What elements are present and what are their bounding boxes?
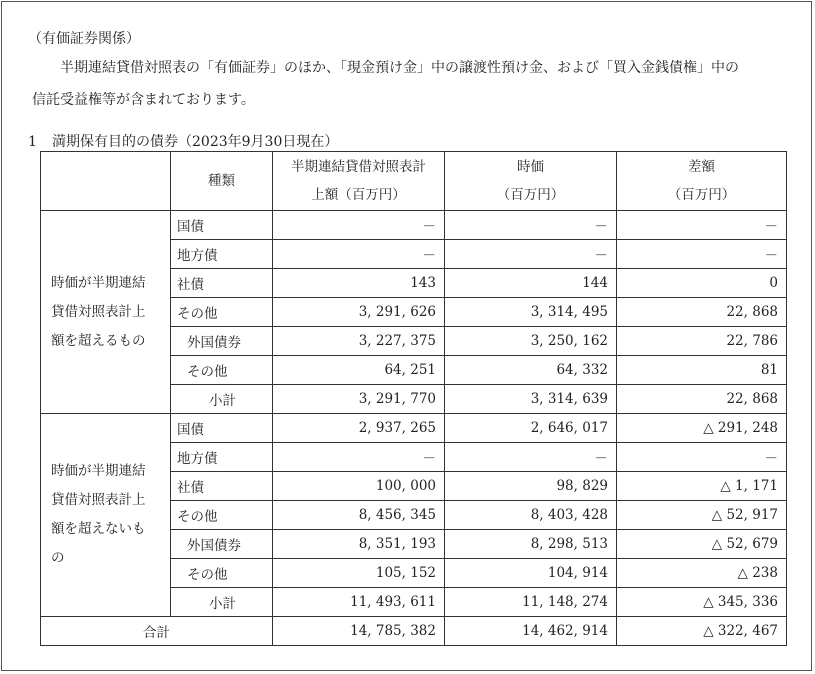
intro-paragraph [32, 52, 804, 116]
header-book-value [273, 152, 445, 211]
group-label-line: 額を超えるもの [51, 332, 146, 349]
market-value-cell: － [445, 240, 617, 269]
book-value-cell: 100, 000 [273, 472, 445, 501]
intro-line-2: 信託受益権等が含まれております。 [32, 92, 255, 108]
kind-cell: 小計 [171, 385, 273, 414]
difference-cell: △ 52, 917 [617, 501, 787, 530]
group-label-cell [41, 414, 171, 617]
book-value-cell: － [273, 211, 445, 240]
book-value-cell: 105, 152 [273, 559, 445, 588]
market-value-cell: 104, 914 [445, 559, 617, 588]
market-value-cell: 98, 829 [445, 472, 617, 501]
difference-cell: △ 238 [617, 559, 787, 588]
difference-cell: － [617, 240, 787, 269]
difference-cell: △ 1, 171 [617, 472, 787, 501]
header-difference-line-2: （百万円） [667, 187, 736, 203]
market-value-cell: 8, 298, 513 [445, 530, 617, 559]
group-label-line: 時価が半期連結 [51, 463, 146, 479]
kind-cell: 国債 [171, 211, 273, 240]
book-value-cell: 143 [273, 269, 445, 298]
kind-cell: 地方債 [171, 240, 273, 269]
table-row [41, 414, 787, 443]
group-label-cell [41, 211, 171, 414]
book-value-cell: － [273, 240, 445, 269]
total-market-value: 14, 462, 914 [445, 617, 617, 646]
difference-cell: △ 52, 679 [617, 530, 787, 559]
market-value-cell: 2, 646, 017 [445, 414, 617, 443]
total-difference: △ 322, 467 [617, 617, 787, 646]
group-label-line: 時価が半期連結 [51, 274, 146, 291]
kind-cell: 外国債券 [171, 327, 273, 356]
difference-cell: △ 291, 248 [617, 414, 787, 443]
market-value-cell: － [445, 443, 617, 472]
market-value-cell: 8, 403, 428 [445, 501, 617, 530]
difference-cell: 81 [617, 356, 787, 385]
kind-cell: その他 [171, 356, 273, 385]
difference-cell: 22, 868 [617, 385, 787, 414]
header-market-value-line-2: （百万円） [496, 187, 565, 203]
header-blank-cell [41, 152, 171, 211]
difference-cell: 22, 786 [617, 327, 787, 356]
book-value-cell: 8, 351, 193 [273, 530, 445, 559]
difference-cell: － [617, 443, 787, 472]
group-label-line: の [51, 550, 65, 566]
difference-cell: － [617, 211, 787, 240]
market-value-cell: 144 [445, 269, 617, 298]
kind-cell: 社債 [171, 269, 273, 298]
market-value-cell: 11, 148, 274 [445, 588, 617, 617]
held-to-maturity-bonds-table [40, 151, 787, 646]
table-header-row [41, 152, 787, 211]
book-value-cell: 3, 227, 375 [273, 327, 445, 356]
kind-cell: その他 [171, 298, 273, 327]
difference-cell: △ 345, 336 [617, 588, 787, 617]
group-label-line: 額を超えないも [51, 521, 146, 537]
difference-cell: 0 [617, 269, 787, 298]
header-book-value-line-1: 半期連結貸借対照表計 [291, 159, 426, 175]
kind-cell: 国債 [171, 414, 273, 443]
kind-cell: その他 [171, 501, 273, 530]
market-value-cell: － [445, 211, 617, 240]
total-book-value: 14, 785, 382 [273, 617, 445, 646]
book-value-cell: － [273, 443, 445, 472]
market-value-cell: 3, 250, 162 [445, 327, 617, 356]
book-value-cell: 3, 291, 770 [273, 385, 445, 414]
header-book-value-line-2: 上額（百万円） [311, 187, 406, 203]
kind-cell: 社債 [171, 472, 273, 501]
table-title-number: 1 [28, 134, 37, 150]
group-label-line: 貸借対照表計上 [51, 492, 146, 508]
header-market-value-line-1: 時価 [517, 159, 544, 175]
kind-cell: その他 [171, 559, 273, 588]
section-heading: （有価証券関係） [28, 31, 140, 47]
book-value-cell: 3, 291, 626 [273, 298, 445, 327]
total-label: 合計 [41, 617, 273, 646]
book-value-cell: 8, 456, 345 [273, 501, 445, 530]
header-market-value [445, 152, 617, 211]
kind-cell: 地方債 [171, 443, 273, 472]
header-kind: 種類 [171, 152, 273, 211]
market-value-cell: 3, 314, 495 [445, 298, 617, 327]
book-value-cell: 11, 493, 611 [273, 588, 445, 617]
difference-cell: 22, 868 [617, 298, 787, 327]
book-value-cell: 2, 937, 265 [273, 414, 445, 443]
table-title [28, 131, 338, 151]
table-row [41, 211, 787, 240]
kind-cell: 小計 [171, 588, 273, 617]
header-difference-line-1: 差額 [688, 159, 715, 175]
intro-line-1: 半期連結貸借対照表の「有価証券」のほか、「現金預け金」中の譲渡性預け金、および「買入金銭債権」中の [60, 60, 739, 76]
group-label-line: 貸借対照表計上 [51, 303, 146, 320]
kind-cell: 外国債券 [171, 530, 273, 559]
market-value-cell: 64, 332 [445, 356, 617, 385]
total-row [41, 617, 787, 646]
book-value-cell: 64, 251 [273, 356, 445, 385]
market-value-cell: 3, 314, 639 [445, 385, 617, 414]
header-difference [617, 152, 787, 211]
table-title-text: 満期保有目的の債券（2023年9月30日現在） [52, 134, 339, 150]
